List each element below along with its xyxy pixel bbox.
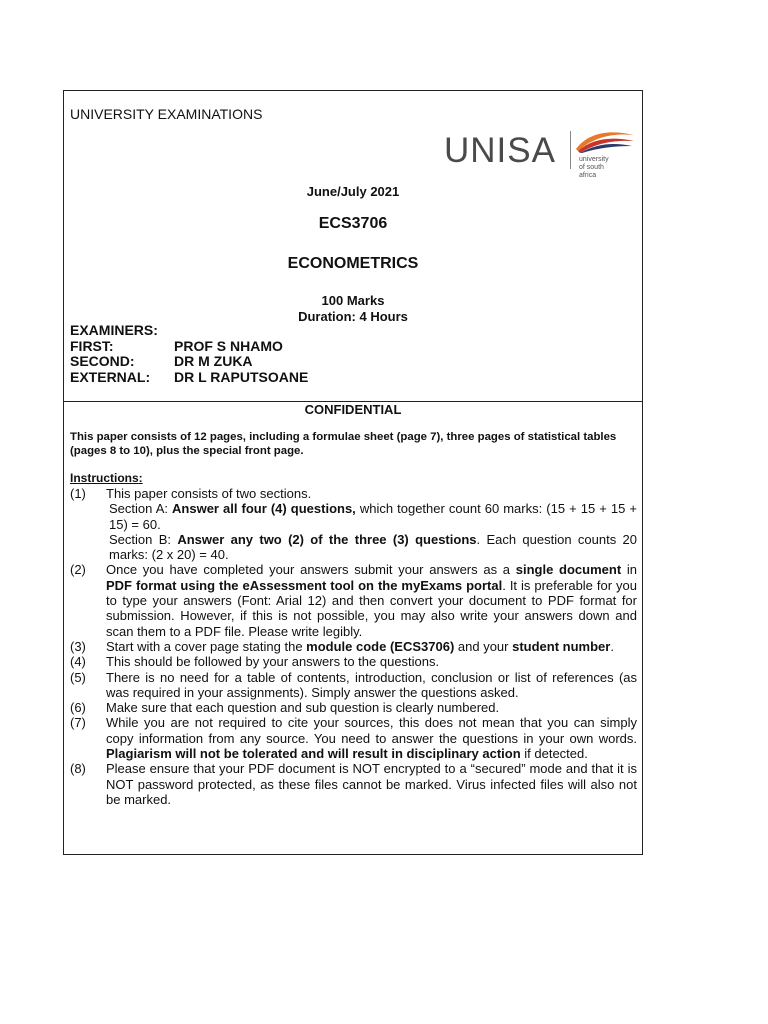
item-number: (2) [70, 562, 86, 578]
item-number: (4) [70, 654, 86, 670]
course-code: ECS3706 [318, 215, 388, 232]
examiner-role: EXTERNAL: [70, 368, 151, 385]
instruction-item [70, 639, 637, 654]
item-number: (1) [70, 486, 86, 501]
header-section [64, 91, 642, 402]
instruction-item [70, 715, 637, 761]
page-count-note: This paper consists of 12 pages, including a formulae sheet (page 7), three pages of statistical tables (pages 8 to 10), plus the special front page. [70, 431, 617, 457]
item-text: This should be followed by your answers to the questions. [106, 654, 440, 670]
instruction-item [70, 562, 637, 638]
item-text: While you are not required to cite your sources, this does not mean that you can simply copy information from any source. You need to answer the questions in your own words. Plagiarism will not be tolerated and will result in disciplinary action if detected. [106, 715, 637, 762]
university-examinations-label: UNIVERSITY EXAMINATIONS [70, 106, 263, 122]
examiner-name: DR L RAPUTSOANE [174, 368, 309, 385]
item-text: Once you have completed your answers submit your answers as a single document in PDF format using the eAssessment tool on the myExams portal. It is preferable for you to type your answers (Font: Arial 12) and then convert your document to PDF format for submission. However, if this is not possible, you may also write your answers down and scan them to a PDF file. Please write legibly. [106, 562, 637, 639]
examiners-block [70, 323, 308, 385]
examiner-name: PROF S NHAMO [174, 337, 283, 354]
item-number: (3) [70, 638, 86, 654]
item-number: (6) [70, 700, 86, 716]
logo-divider [570, 131, 571, 169]
exam-duration: Duration: 4 Hours [298, 309, 408, 324]
logo-wordmark: UNISA [444, 131, 556, 170]
instruction-item [70, 670, 637, 701]
section-b-text: Section B: Answer any two (2) of the three (3) questions. Each question counts 20 marks: (2 x 20) = 40. [109, 531, 637, 563]
total-marks: 100 Marks [321, 293, 385, 308]
exam-cover-frame [63, 90, 643, 855]
item-text: Start with a cover page stating the module code (ECS3706) and your student number. [106, 638, 614, 654]
instruction-subitem [70, 532, 637, 563]
unisa-wings-icon [574, 129, 636, 153]
instruction-item [70, 700, 637, 715]
examiner-row [70, 354, 308, 370]
instructions-heading: Instructions: [70, 471, 143, 485]
examiners-heading: EXAMINERS: [70, 322, 158, 338]
item-text: There is no need for a table of contents, introduction, conclusion or list of references (as was required in your assignments). Simply answer the questions asked. [106, 669, 637, 700]
instruction-item [70, 761, 637, 807]
confidential-label: CONFIDENTIAL [304, 402, 402, 417]
logo-sub-line1: university [579, 156, 609, 163]
item-text: This paper consists of two sections. [106, 486, 312, 501]
instruction-item [70, 486, 637, 501]
item-text: Please ensure that your PDF document is NOT encrypted to a “secured” mode and that it is NOT password protected, as these files cannot be marked. Virus infected files will also not be marked. [106, 761, 637, 807]
logo-subtitle [579, 156, 609, 180]
subject-title: ECONOMETRICS [287, 255, 419, 272]
instructions-list [70, 486, 637, 807]
examiner-name: DR M ZUKA [174, 353, 253, 369]
item-number: (5) [70, 669, 86, 685]
examiner-row [70, 370, 308, 386]
section-a-text: Section A: Answer all four (4) questions, which together count 60 marks: (15 + 15 + 15 + 15) = 60. [109, 501, 637, 532]
item-number: (8) [70, 761, 86, 777]
item-text: Make sure that each question and sub question is clearly numbered. [106, 700, 500, 716]
item-number: (7) [70, 715, 86, 731]
logo-sub-line2: of south africa [579, 164, 604, 179]
examiner-role: FIRST: [70, 337, 114, 354]
examiner-row [70, 339, 308, 355]
examiner-role: SECOND: [70, 353, 135, 369]
instruction-item [70, 654, 637, 669]
instruction-subitem [70, 501, 637, 532]
exam-date: June/July 2021 [306, 184, 400, 199]
